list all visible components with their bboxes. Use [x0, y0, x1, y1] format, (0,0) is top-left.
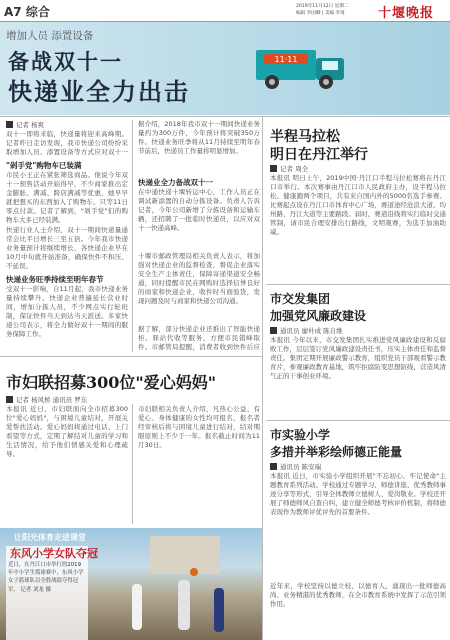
square-bullet-icon — [270, 327, 277, 334]
headline-school-1: 市实验小学 — [270, 428, 331, 442]
paragraph: 十堰市邮政管理局相关负责人表示，将加强对快递企业的监督检查，督促企业落实安全生产主体责任，保障寄递渠道安全畅通，同时提醒市民在网购时选择信誉良好的商家和快递企业，收件时当面验货，发现问题及时与商家和快递公司沟通。 — [138, 252, 260, 305]
page-header — [0, 0, 450, 22]
paragraph: 本报讯 近日，市实验小学组织开展"不忘初心、牢记使命"主题教育系列活动。学校通过专题学习、师德讲座、优秀教师事迹分享等形式，引导全体教师立德树人、爱岗敬业。学校还开展了师德师风自查自纠，建立健全师德考核评价机制，将师德表现作为教师评优评先的首要条件。 — [270, 472, 446, 516]
truck-label: 11·11 — [274, 55, 298, 64]
square-bullet-icon — [270, 165, 277, 172]
section-label: A7 综合 — [4, 5, 50, 19]
square-bullet-icon — [270, 463, 277, 470]
byline-right-1: 记者 周全 — [270, 164, 308, 173]
paragraph: 在中通快递十堰转运中心，工作人员正在调试新添置的自动分拣设备。负责人告诉记者，今年公司新增了分拣设备和运输车辆，还招聘了一批临时快递员，以应对双十一快递高峰。 — [138, 188, 260, 232]
headline-women-federation: 市妇联招募300位"爱心妈妈" — [6, 373, 217, 392]
photo-headline: 东风小学女队夺冠 — [10, 547, 98, 560]
paragraph: 市民小王正在紧张筛选商品。他说今年双十一预售活动开始得早，不少商家推出定金膨胀、满减、跨店满减等优惠，她早早就把想买的东西加入了购物车，只等11日零点付款。记者了解到，"剁手党"们的购物车大多已经装满。 — [6, 171, 128, 224]
paragraph: 本报讯 明日上午，2019中国·丹江口半程马拉松赛将在丹江口市举行。本次赛事由丹江口市人民政府主办，设半程马拉松、健康跑两个项目，共有来自国内外的5000名选手参赛。比赛起点设在丹江口市体育中心广场，赛道途经沧浪大道、均州路、丹江大道等主要路段。届时，赛道沿线将实行临时交通管制，请市民合理安排出行路线，文明观赛，为选手加油助威。 — [270, 174, 446, 236]
subhead: 快递业全力备战双十一 — [138, 178, 213, 187]
byline-right-2: 通讯员 廖朴成 陈自维 — [270, 326, 343, 335]
newspaper-logo: 十堰晚报 — [377, 6, 434, 21]
paragraph: 快递行业人士介绍，双十一期间快递量通常会比平日增长三至五倍。今年我市快递业务量预计将继续增长，各快递企业早在10月中旬就开始准备，确保快件不积压、不延误。 — [6, 226, 128, 270]
photo-kicker: 让阳光体育走进课堂 — [14, 533, 86, 542]
headline-group-1: 市交发集团 — [270, 292, 331, 306]
headline-marathon-1: 半程马拉松 — [270, 129, 340, 145]
date-line: 2019年11月12日 星期二 编辑 李国卿 | 美编 李琦 — [296, 4, 349, 16]
square-bullet-icon — [6, 121, 13, 128]
paragraph: 本报讯 今年以来，市交发集团扎实推进党风廉政建设和反腐败工作，层层签订党风廉政建设责任书，压实主体责任和监督责任。集团定期开展廉政警示教育，组织党员干部观看警示教育片，参观廉政教育基地，筑牢拒腐防变思想防线，营造风清气正的干事创业环境。 — [270, 336, 446, 380]
delivery-truck-icon — [254, 44, 350, 92]
paragraph: 市妇联相关负责人介绍，凡热心公益、有爱心、身体健康的女性均可报名，报名者经审核后将与困境儿童进行结对，结对期限原则上不少于一年。报名截止时间为11月30日。 — [138, 405, 260, 449]
paragraph: 近年来，学校坚持以德立校、以德育人，涌现出一批师德高尚、业务精湛的优秀教师，在全市教育系统中发挥了示范引领作用。 — [270, 582, 446, 608]
subhead: 快递业务旺季持续至明年春节 — [6, 275, 104, 284]
kicker: 增加人员 添置设备 — [6, 30, 94, 42]
paragraph: 双十一即将来临，快递量将迎来高峰期。记者昨日走访发现，我市快递公司纷纷采取增加人员、添置设备等方式应对双十一 — [6, 130, 128, 156]
paragraph: 据了解，部分快递企业还推出了智能快递柜、驿站代收等服务，方便市民错峰取件。市邮管局提醒，消费者收到快件后应 — [138, 325, 260, 351]
headline-marathon-2: 明日在丹江举行 — [270, 147, 368, 163]
subhead: "剁手党"购物车已装满 — [6, 161, 82, 170]
paragraph: 据介绍，2018年我市双十一期间快递业务量约为300万件，今年预计将突破350万件。快递业务旺季将从11月持续至明年春节前后，快递员工作量将明显增加。 — [138, 120, 260, 155]
paragraph: 本报讯 近日，市妇联面向全市招募300位"爱心妈妈"，与困境儿童结对，开展关爱帮扶活动。爱心妈妈将通过电话、上门看望等方式，定期了解结对儿童的学习和生活情况，给予他们情感关爱和心理疏导。 — [6, 405, 128, 458]
byline-top-left: 记者 杨爽 — [6, 120, 44, 129]
paragraph: 受双十一影响，自11月起，我市快递业务量持续攀升。快递企业普遍延长营业时间，增加分拣人员，不少网点实行轮班制，保证快件当天到达当天派送。多家快递公司表示，将全力做好双十一期间的服务保障工作。 — [6, 285, 128, 338]
headline-line-1: 备战双十一 — [8, 49, 123, 74]
square-bullet-icon — [6, 396, 13, 403]
headline-line-2: 快递业全力出击 — [8, 77, 190, 106]
byline-women: 记者 杨风桥 通讯员 罗东 — [6, 395, 87, 404]
byline-right-3: 通讯员 陈安瑞 — [270, 462, 321, 471]
headline-group-2: 加强党风廉政建设 — [270, 309, 367, 323]
headline-school-2: 多措并举彩绘师德正能量 — [270, 445, 403, 459]
top-banner — [0, 22, 450, 115]
photo-caption: 近日，在丹江口市举行的2019年中小学生篮球赛中，东风小学女子篮球队以全胜战绩夺得冠军。 记者 刘龙 摄 — [8, 562, 84, 593]
